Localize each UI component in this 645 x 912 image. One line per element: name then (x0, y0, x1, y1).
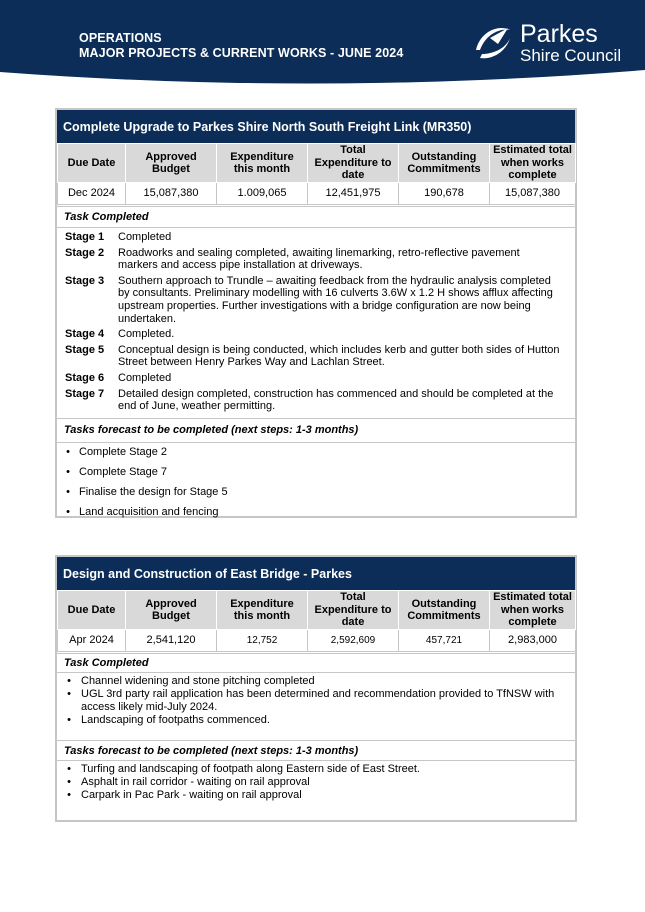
total-expenditure: 12,451,975 (308, 183, 399, 205)
column-header: Approved Budget (126, 144, 217, 183)
list-item (57, 231, 575, 244)
estimated-total: 2,983,000 (490, 630, 576, 652)
bullet-icon: • (67, 714, 71, 726)
completed-text: UGL 3rd party rail application has been determined and recommendation provided to TfNSW with access likely mid-July 2024. (81, 688, 555, 713)
estimated-total: 15,087,380 (490, 183, 576, 205)
stage-label: Stage 7 (65, 387, 105, 400)
stage-label: Stage 2 (65, 246, 105, 259)
total-expenditure: 2,592,609 (308, 630, 399, 652)
page-header (0, 0, 645, 84)
forecast-text: Asphalt in rail corridor - waiting on rail approval (81, 776, 310, 788)
table-row (58, 630, 576, 652)
logo-text-shire-council: Shire Council (520, 46, 622, 65)
column-header: Outstanding Commitments (399, 591, 490, 630)
list-item (57, 466, 575, 486)
stage-text: Detailed design completed, construction has commenced and should be completed at the end of June, weather permitting. (118, 387, 554, 413)
stage-text: Completed. (118, 328, 175, 341)
list-item (57, 714, 575, 727)
list-item (57, 763, 575, 776)
forecast-text: Complete Stage 2 (79, 445, 168, 458)
bullet-icon: • (67, 675, 71, 687)
column-header: Due Date (58, 591, 126, 630)
due-date: Dec 2024 (58, 183, 126, 205)
column-header: Approved Budget (126, 591, 217, 630)
logo-swoosh-icon (470, 20, 516, 66)
column-header: Due Date (58, 144, 126, 183)
approved-budget: 2,541,120 (126, 630, 217, 652)
task-completed-label: Task Completed (57, 653, 575, 672)
expenditure-month: 12,752 (217, 630, 308, 652)
stage-label: Stage 1 (65, 231, 105, 243)
column-header: Estimated total when works complete (490, 591, 576, 630)
forecast-text: Carpark in Pac Park - waiting on rail approval (81, 789, 302, 801)
bullet-icon: • (66, 505, 70, 518)
approved-budget: 15,087,380 (126, 183, 217, 205)
stage-label: Stage 5 (65, 343, 105, 356)
column-header: Total Expenditure to date (308, 144, 399, 183)
stage-label: Stage 6 (65, 371, 105, 384)
task-completed-label: Task Completed (57, 206, 575, 227)
stages-list (57, 227, 575, 418)
table-header-row (58, 591, 576, 630)
financial-table (57, 590, 576, 652)
list-item (57, 328, 575, 341)
header-line-2: MAJOR PROJECTS & CURRENT WORKS - JUNE 2024 (79, 46, 404, 60)
list-item (57, 388, 575, 413)
forecast-text: Complete Stage 7 (79, 465, 168, 478)
forecast-text: Finalise the design for Stage 5 (79, 485, 228, 498)
outstanding-commitments: 190,678 (399, 183, 490, 205)
bullet-icon: • (67, 763, 71, 775)
due-date: Apr 2024 (58, 630, 126, 652)
forecast-text: Land acquisition and fencing (79, 505, 219, 518)
logo-text-parkes: Parkes (520, 20, 598, 48)
list-item (57, 789, 575, 802)
list-item (57, 776, 575, 789)
list-item (57, 675, 575, 688)
column-header: Total Expenditure to date (308, 591, 399, 630)
stage-label: Stage 4 (65, 328, 105, 341)
bullet-icon: • (67, 776, 71, 788)
header-title (79, 31, 403, 61)
column-header: Estimated total when works complete (490, 144, 576, 183)
bullet-icon: • (66, 445, 70, 458)
forecast-text: Turfing and landscaping of footpath along Eastern side of East Street. (81, 763, 420, 775)
expenditure-month: 1.009,065 (217, 183, 308, 205)
project-title: Complete Upgrade to Parkes Shire North South Freight Link (MR350) (57, 110, 575, 143)
list-item (57, 344, 575, 369)
stage-text: Roadworks and sealing completed, awaiting linemarking, retro-reflective pavement markers and access pipe installation at driveways. (118, 246, 520, 272)
completed-text: Channel widening and stone pitching completed (81, 675, 315, 687)
table-row (58, 183, 576, 205)
list-item (57, 446, 575, 466)
project-title: Design and Construction of East Bridge - Parkes (57, 557, 575, 590)
project-card-east-bridge (55, 555, 577, 822)
forecast-label: Tasks forecast to be completed (next steps: 1-3 months) (57, 740, 575, 760)
list-item (57, 688, 575, 714)
stage-text: Completed (118, 231, 172, 243)
completed-text: Landscaping of footpaths commenced. (81, 714, 270, 726)
bullet-icon: • (66, 465, 70, 478)
column-header: Outstanding Commitments (399, 144, 490, 183)
financial-table (57, 143, 576, 205)
header-line-1: OPERATIONS (79, 31, 162, 45)
column-header: Expenditure this month (217, 144, 308, 183)
list-item (57, 506, 575, 526)
parkes-logo (470, 20, 630, 68)
forecast-list (57, 442, 575, 526)
completed-list (57, 672, 575, 740)
bullet-icon: • (66, 485, 70, 498)
list-item (57, 486, 575, 506)
bullet-icon: • (67, 688, 71, 700)
forecast-list (57, 760, 575, 802)
forecast-label: Tasks forecast to be completed (next steps: 1-3 months) (57, 418, 575, 442)
column-header: Expenditure this month (217, 591, 308, 630)
stage-text: Conceptual design is being conducted, which includes kerb and gutter both sides of Hutton Street between Henry Parkes Way and Lachlan Street. (118, 343, 560, 369)
list-item (57, 372, 575, 385)
stage-label: Stage 3 (65, 274, 105, 287)
project-card-freight-link (55, 108, 577, 518)
table-header-row (58, 144, 576, 183)
stage-text: Completed (118, 371, 172, 384)
list-item (57, 247, 575, 272)
stage-text: Southern approach to Trundle – awaiting feedback from the hydraulic analysis completed by consultants. Preliminary modelling with 16 culverts 3.6W x 1.2 H shows afflux affecting upstream properties. Further investigations with a bridge configuration are now being undertaken. (118, 274, 553, 325)
outstanding-commitments: 457,721 (399, 630, 490, 652)
bullet-icon: • (67, 789, 71, 801)
list-item (57, 275, 575, 325)
